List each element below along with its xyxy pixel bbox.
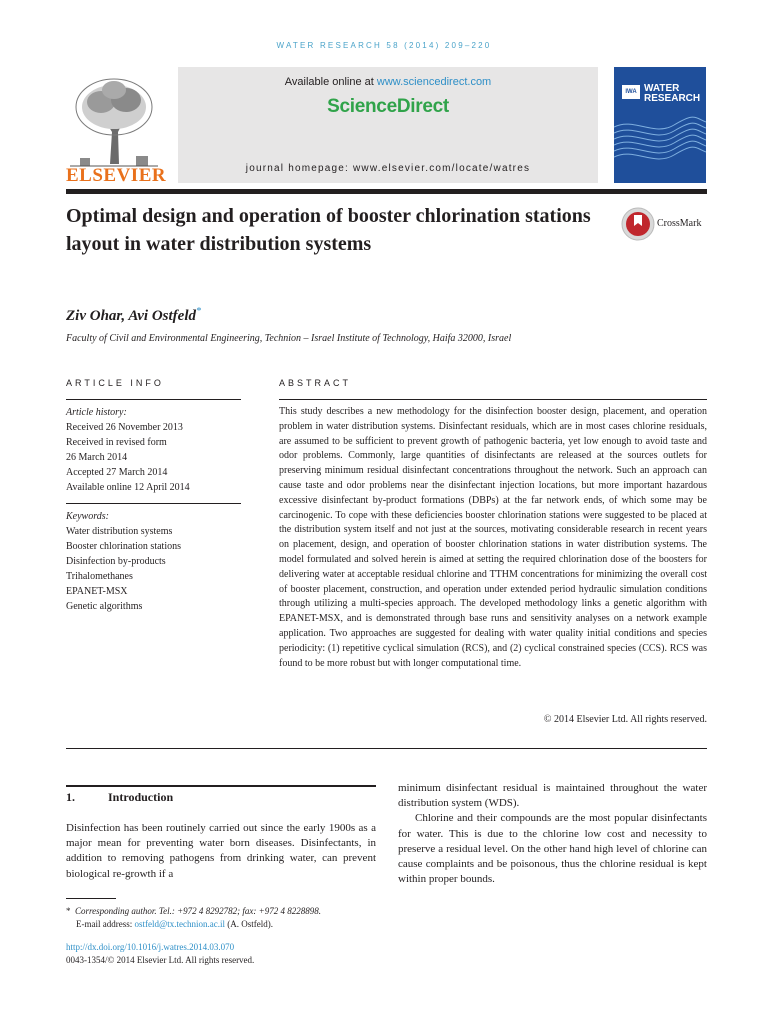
history-heading: Article history:: [66, 407, 127, 418]
elsevier-wordmark: ELSEVIER: [66, 165, 167, 186]
cover-title: [644, 84, 700, 104]
section-number: 1.: [66, 790, 75, 804]
masthead-rule: [66, 189, 707, 194]
crossmark-icon[interactable]: [620, 206, 656, 242]
footnote: [66, 905, 406, 931]
keywords: [66, 509, 241, 614]
abstract-text: This study describes a new methodology for the disinfection booster design, placement, and operation problem in water distribution systems. Disinfectant residuals, which are in most cases chlorine residuals, are assumed to be sufficient to prevent growth of pathogenic bacteria, yet low enough to avoid taste and odor problems. Commonly, large quantities of disinfectants are released at the sources outlets for preserving minimum residual disinfectant concentrations throughout the network. Such an approach can cause taste and odor problems near the disinfectant injection locations, but more important hazardous excessive disinfectant by-product formations (DBPs) at the far network ends, of which some may be carcinogenic. To cope with these deficiencies booster chlorination stations were suggested to be placed at the distribution system itself and not just at the sources, motivating considerable research in recent years on placement, design, and operation of booster chlorination stations in water distribution systems. The model formulated and solved herein is aimed at setting the required chlorination dose of the boosters for delivering water at acceptable residual chlorine and TTHM concentrations for minimizing the overall cost of booster placement, construction, and operation under extended period hydraulic simulation conditions through utilizing a multi-species approach. The developed methodology links a genetic algorithm with EPANET-MSX, and is demonstrated through base runs and sensitivity analyses on a network example application. Two approaches are suggested for dealing with water quality initial conditions and species periodicity: (1) repetitive cyclical simulation (RCS), and (2) cyclical constrained species (CCS). RCS was found to be more robust but with longer computational time.: [279, 406, 707, 669]
article-history: [66, 405, 241, 495]
sciencedirect-logo: ScienceDirect: [327, 96, 449, 117]
email-prefix: E-mail address:: [76, 919, 135, 929]
history-item: Received in revised form: [66, 437, 167, 448]
keyword-item: EPANET-MSX: [66, 586, 128, 597]
corresponding-author-note: [66, 905, 406, 918]
footnote-mark: *: [66, 906, 71, 916]
keyword-item: Trihalomethanes: [66, 571, 133, 582]
keyword-item: Genetic algorithms: [66, 601, 143, 612]
email-line: [66, 918, 406, 931]
corresponding-mark[interactable]: *: [196, 306, 201, 317]
keyword-item: Water distribution systems: [66, 526, 173, 537]
history-item: Received 26 November 2013: [66, 422, 183, 433]
intro-left-column: Disinfection has been routinely carried out since the early 1900s as a major mean for preventing water born diseases. Disinfectants, in addition to removing pathogens from drinking water, can prevent biological re-growth if a: [66, 822, 376, 880]
section-divider: [66, 748, 707, 749]
keywords-heading: Keywords:: [66, 511, 109, 522]
intro-rule: [66, 785, 376, 787]
journal-cover: [614, 67, 706, 183]
article-title: Optimal design and operation of booster chlorination stations layout in water distribution systems: [66, 205, 591, 255]
journal-homepage[interactable]: journal homepage: www.elsevier.com/locate/watres: [245, 163, 531, 174]
affiliation: Faculty of Civil and Environmental Engineering, Technion – Israel Institute of Technology, Haifa 32000, Israel: [66, 333, 512, 344]
email-suffix: (A. Ostfeld).: [225, 919, 273, 929]
intro-paragraph: Chlorine and their compounds are the most popular disinfectants for water. This is due to the chlorine low cost and necessity to preserve a residual level. On the other hand high level of chlorine can cause complaints and be poisonous, thus the chlorine residual is kept within proper bounds.: [398, 812, 707, 886]
sciencedirect-link[interactable]: www.sciencedirect.com: [376, 76, 492, 88]
keyword-item: Disinfection by-products: [66, 556, 166, 567]
issn-line: 0043-1354/© 2014 Elsevier Ltd. All rights reserved.: [66, 955, 255, 965]
section-title: Introduction: [108, 790, 174, 804]
iwa-badge: IWA: [622, 85, 640, 99]
footnote-rule: [66, 898, 116, 899]
history-item: Accepted 27 March 2014: [66, 467, 168, 478]
keyword-item: Booster chlorination stations: [66, 541, 181, 552]
doi-link[interactable]: http://dx.doi.org/10.1016/j.watres.2014.03.070: [66, 942, 235, 952]
running-head: WATER RESEARCH 58 (2014) 209–220: [276, 41, 492, 50]
section-heading-introduction: [66, 790, 173, 805]
intro-right-column: [398, 781, 707, 887]
author-names: Ziv Ohar, Avi Ostfeld: [66, 308, 196, 324]
abstract-label: ABSTRACT: [279, 378, 352, 388]
available-prefix: Available online at: [284, 76, 377, 88]
history-item: 26 March 2014: [66, 452, 128, 463]
abstract-copyright: © 2014 Elsevier Ltd. All rights reserved.: [543, 714, 707, 725]
cover-title-line2: RESEARCH: [644, 93, 701, 104]
article-info-label: ARTICLE INFO: [66, 378, 164, 388]
abstract-rule: [279, 399, 707, 400]
available-online: [178, 76, 598, 88]
email-link[interactable]: ostfeld@tx.technion.ac.il: [134, 919, 225, 929]
keywords-rule: [66, 503, 241, 504]
intro-paragraph: minimum disinfectant residual is maintained throughout the water distribution system (WDS).: [398, 782, 707, 810]
article-info-rule: [66, 399, 241, 400]
crossmark-label[interactable]: CrossMark: [657, 218, 702, 229]
corresponding-text: Corresponding author. Tel.: +972 4 8292782; fax: +972 4 8228898.: [75, 906, 321, 916]
history-item: Available online 12 April 2014: [66, 482, 190, 493]
cover-title-line1: WATER: [644, 83, 680, 94]
authors: [66, 306, 201, 325]
